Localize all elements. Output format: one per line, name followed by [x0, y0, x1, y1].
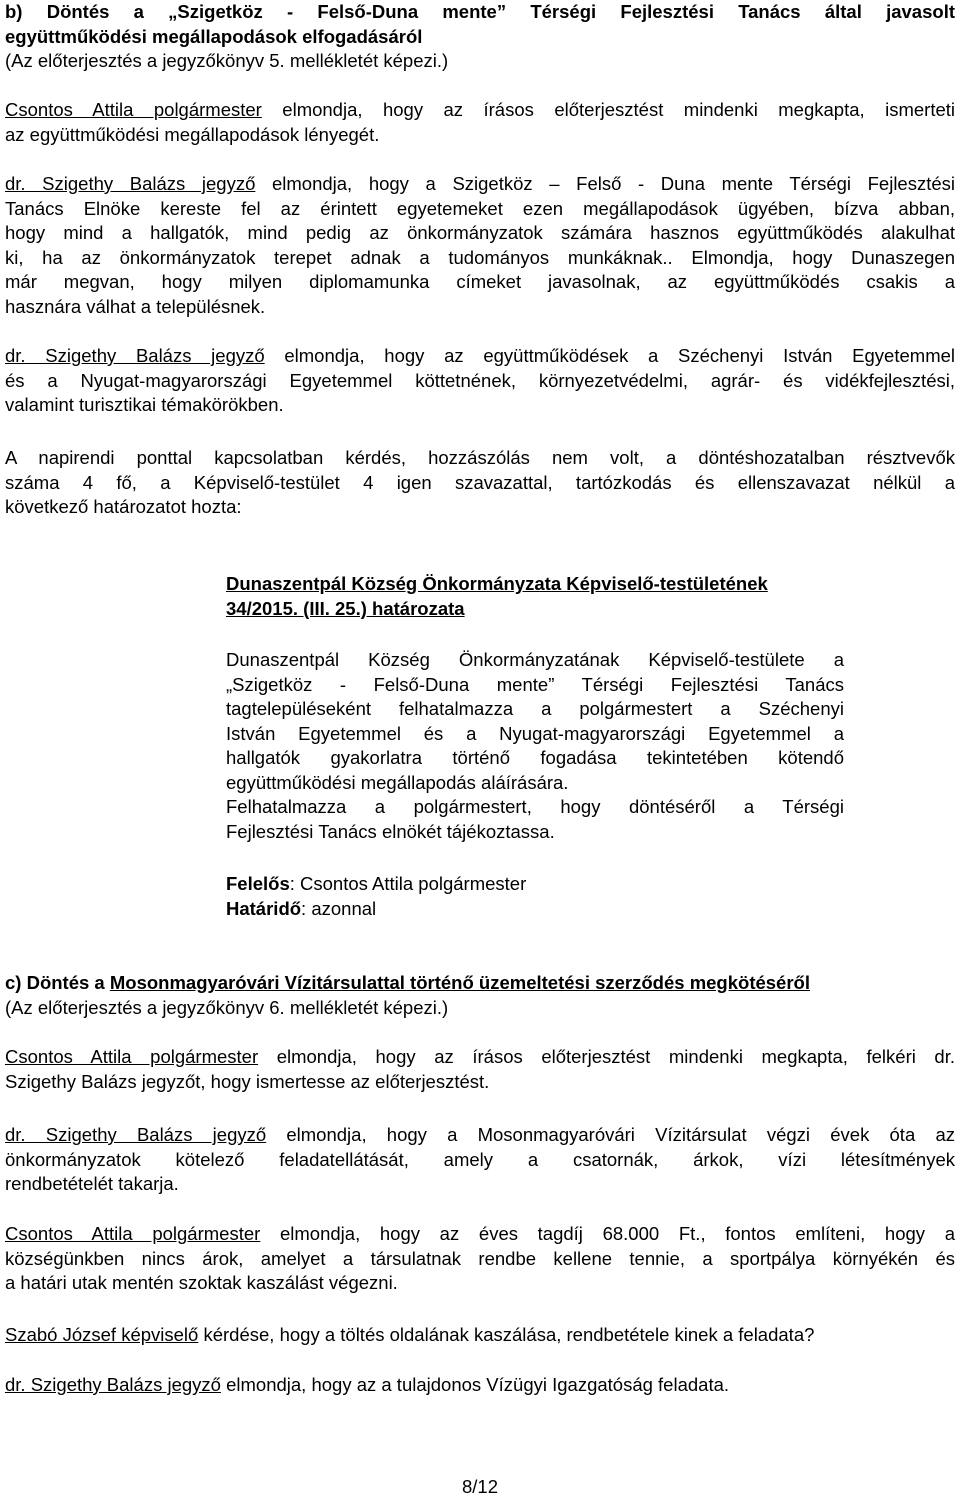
speaker: Csontos Attila polgármester [5, 1223, 261, 1244]
section-b-title [5, 0, 955, 49]
resolution-body: Dunaszentpál Község Önkormányzatának Képviselő-testülete a „Szigetköz - Felső-Duna mente” Térségi Fejlesztési Tanács tagtelepüléseként felhatalmazza a polgármestert a Széchenyi István Egyetemmel és a Nyugat-magyarországi Egyetemmel a hallgatók gyakorlatra történő fogadása tekintetében kötendő együttműködési megállapodás aláírására. Felhatalmazza a polgármestert, hogy döntéséről a Térségi Fejlesztési Tanács elnökét tájékoztassa. [226, 649, 844, 842]
section-b-paragraph-1: Csontos Attila polgármester elmondja, hogy az írásos előterjesztést mindenki megkapta, ismerteti az együttműködési megállapodások lényegét. [5, 99, 956, 145]
section-c-paragraph-5: dr. Szigethy Balázs jegyző elmondja, hogy az a tulajdonos Vízügyi Igazgatóság feladata. [5, 1374, 730, 1395]
section-b-paragraph-4: A napirendi ponttal kapcsolatban kérdés, hozzászólás nem volt, a döntéshozatalban résztvevők száma 4 fő, a Képviselő-testület 4 igen szavazattal, tartózkodás és ellenszavazat nélkül a következő határozatot hozta: [5, 447, 955, 517]
speaker: dr. Szigethy Balázs jegyző [5, 1374, 221, 1395]
section-b-paragraph-2: dr. Szigethy Balázs jegyző elmondja, hogy a Szigetköz – Felső - Duna mente Térségi Fejlesztési Tanács Elnöke kereste fel az érintett egyetemeket ezen megállapodások ügyében, bízva abban, hogy mind a hallgatók, mind pedig az önkormányzatok számára hasznos együttműködés alakulhat ki, ha az önkormányzatok terepet adnak a tudományos munkáknak.. Elmondja, hogy Dunaszegen már megvan, hogy milyen diplomamunka címeket javasolnak, az együttműködés csakis a hasznára válhat a településnek. [5, 173, 956, 317]
section-c-paragraph-3: Csontos Attila polgármester elmondja, hogy az éves tagdíj 68.000 Ft., fontos említeni, hogy a községünkben nincs árok, amelyet a társulatnak rendbe kellene tennie, a sportpálya környékén és a határi utak mentén szoktak kaszálást végezni. [5, 1223, 956, 1293]
speaker: Szabó József képviselő [5, 1324, 199, 1345]
speaker: Csontos Attila polgármester [5, 1046, 259, 1067]
resolution-heading: Dunaszentpál Község Önkormányzata Képviselő-testületének 34/2015. (III. 25.) határozata [226, 573, 768, 619]
speaker: dr. Szigethy Balázs jegyző [5, 173, 256, 194]
page-number: 8/12 [461, 1476, 498, 1497]
section-b-title-line1: b) Döntés a „Szigetköz - Felső-Duna mente” Térségi Fejlesztési Tanács által javasolt [5, 1, 955, 22]
speaker: dr. Szigethy Balázs jegyző [5, 1124, 267, 1145]
resolution-responsible: Felelős: Csontos Attila polgármester Határidő: azonnal [226, 873, 527, 919]
section-b-note: (Az előterjesztés a jegyzőkönyv 5. mellékletét képezi.) [5, 50, 449, 71]
section-b-paragraph-3: dr. Szigethy Balázs jegyző elmondja, hogy az együttműködések a Széchenyi István Egyetemmel és a Nyugat-magyarországi Egyetemmel köttetnének, környezetvédelmi, agrár- és vidékfejlesztési, valamint turisztikai témakörökben. [5, 345, 955, 415]
section-c-title: c) Döntés a Mosonmagyaróvári Vízitársulattal történő üzemeltetési szerződés megkötéséről [5, 972, 810, 993]
section-c-paragraph-1: Csontos Attila polgármester elmondja, hogy az írásos előterjesztést mindenki megkapta, felkéri dr. Szigethy Balázs jegyzőt, hogy ismertesse az előterjesztést. [5, 1046, 956, 1092]
section-c-paragraph-4: Szabó József képviselő kérdése, hogy a töltés oldalának kaszálása, rendbetétele kinek a feladata? [5, 1324, 815, 1345]
section-c-note: (Az előterjesztés a jegyzőkönyv 6. mellékletét képezi.) [5, 997, 449, 1018]
speaker: dr. Szigethy Balázs jegyző [5, 345, 265, 366]
section-c-paragraph-2: dr. Szigethy Balázs jegyző elmondja, hogy a Mosonmagyaróvári Vízitársulat végzi évek óta az önkormányzatok kötelező feladatellátását, amely a csatornák, árkok, vízi létesítmények rendbetételét takarja. [5, 1124, 955, 1194]
speaker: Csontos Attila polgármester [5, 99, 262, 120]
section-b-title-line2: együttműködési megállapodások elfogadásáról [5, 25, 423, 47]
